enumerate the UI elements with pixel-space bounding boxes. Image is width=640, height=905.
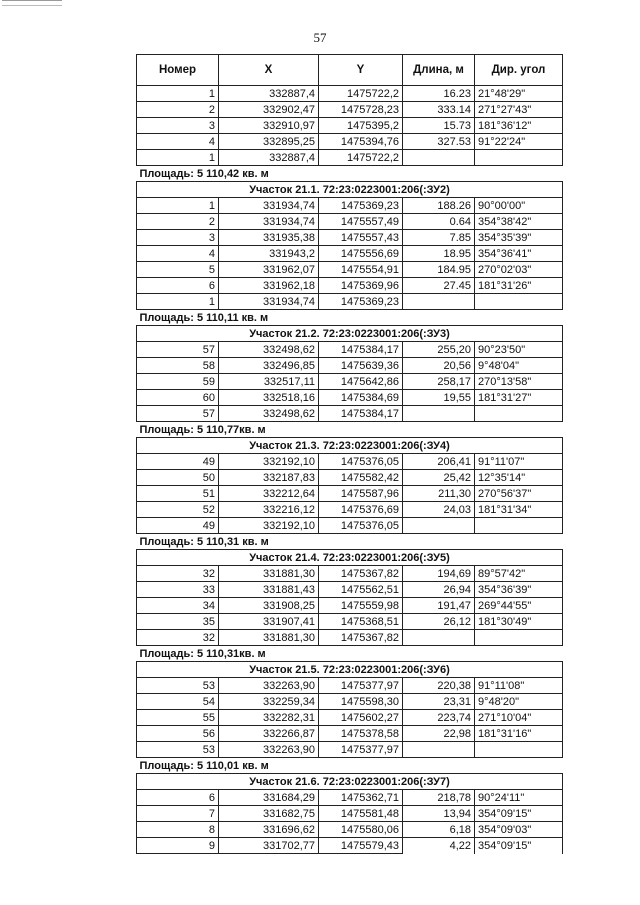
point-number: 56 <box>137 726 219 742</box>
segment-length: 27.45 <box>403 278 475 294</box>
table-row <box>137 406 563 422</box>
point-number: 58 <box>137 358 219 374</box>
coord-y: 1475598,30 <box>319 694 403 710</box>
header-x: X <box>219 55 319 86</box>
coord-y: 1475602,27 <box>319 710 403 726</box>
coord-y: 1475368,51 <box>319 614 403 630</box>
segment-length: 22,98 <box>403 726 475 742</box>
coord-x: 332887,4 <box>219 86 319 102</box>
direction-angle: 269°44'55" <box>475 598 563 614</box>
point-number: 54 <box>137 694 219 710</box>
table-row <box>137 102 563 118</box>
area-row <box>137 166 563 182</box>
segment-length <box>403 294 475 310</box>
segment-length: 333.14 <box>403 102 475 118</box>
point-number: 57 <box>137 406 219 422</box>
area-label: Площадь: 5 110,77кв. м <box>137 422 563 438</box>
table-row <box>137 518 563 534</box>
table-row <box>137 726 563 742</box>
table-row <box>137 710 563 726</box>
area-row <box>137 646 563 662</box>
section-title-row <box>137 182 563 198</box>
direction-angle: 90°23'50" <box>475 342 563 358</box>
segment-length <box>403 630 475 646</box>
coord-y: 1475582,42 <box>319 470 403 486</box>
direction-angle: 354°09'15" <box>475 838 563 854</box>
point-number: 1 <box>137 198 219 214</box>
direction-angle: 181°31'26" <box>475 278 563 294</box>
point-number: 2 <box>137 214 219 230</box>
section-title-row <box>137 662 563 678</box>
segment-length: 24,03 <box>403 502 475 518</box>
table-row <box>137 390 563 406</box>
coord-y: 1475376,05 <box>319 454 403 470</box>
point-number: 35 <box>137 614 219 630</box>
table-row <box>137 838 563 854</box>
direction-angle: 89°57'42" <box>475 566 563 582</box>
direction-angle: 270°13'58" <box>475 374 563 390</box>
coord-x: 332266,87 <box>219 726 319 742</box>
table-row <box>137 454 563 470</box>
coord-x: 332192,10 <box>219 454 319 470</box>
point-number: 4 <box>137 246 219 262</box>
point-number: 53 <box>137 678 219 694</box>
direction-angle: 91°11'08" <box>475 678 563 694</box>
area-label: Площадь: 5 110,01 кв. м <box>137 758 563 774</box>
table-row <box>137 470 563 486</box>
point-number: 3 <box>137 118 219 134</box>
direction-angle: 271°10'04" <box>475 710 563 726</box>
coord-y: 1475722,2 <box>319 86 403 102</box>
header-y: Y <box>319 55 403 86</box>
point-number: 2 <box>137 102 219 118</box>
point-number: 1 <box>137 86 219 102</box>
segment-length: 184.95 <box>403 262 475 278</box>
direction-angle: 91°11'07" <box>475 454 563 470</box>
coord-y: 1475556,69 <box>319 246 403 262</box>
table-row <box>137 214 563 230</box>
section-title-row <box>137 774 563 790</box>
point-number: 9 <box>137 838 219 854</box>
coord-x: 332498,62 <box>219 406 319 422</box>
coord-y: 1475377,97 <box>319 678 403 694</box>
segment-length: 258,17 <box>403 374 475 390</box>
area-label: Площадь: 5 110,11 кв. м <box>137 310 563 326</box>
coord-x: 332887,4 <box>219 150 319 166</box>
segment-length: 6,18 <box>403 822 475 838</box>
table-row <box>137 150 563 166</box>
direction-angle: 270°56'37" <box>475 486 563 502</box>
coord-x: 331907,41 <box>219 614 319 630</box>
segment-length: 19,55 <box>403 390 475 406</box>
table-row <box>137 614 563 630</box>
direction-angle <box>475 294 563 310</box>
coord-y: 1475378,58 <box>319 726 403 742</box>
table-row <box>137 278 563 294</box>
coord-x: 331682,75 <box>219 806 319 822</box>
coord-y: 1475377,97 <box>319 742 403 758</box>
coord-y: 1475557,49 <box>319 214 403 230</box>
header-row <box>137 55 563 86</box>
segment-length: 223,74 <box>403 710 475 726</box>
coord-y: 1475362,71 <box>319 790 403 806</box>
coord-x: 332259,34 <box>219 694 319 710</box>
section-title-row <box>137 438 563 454</box>
segment-length: 15.73 <box>403 118 475 134</box>
point-number: 51 <box>137 486 219 502</box>
point-number: 32 <box>137 566 219 582</box>
table-body <box>137 86 563 854</box>
coord-y: 1475554,91 <box>319 262 403 278</box>
segment-length: 218,78 <box>403 790 475 806</box>
point-number: 55 <box>137 710 219 726</box>
section-title: Участок 21.3. 72:23:0223001:206(:ЗУ4) <box>137 438 563 454</box>
coord-x: 331935,38 <box>219 230 319 246</box>
point-number: 5 <box>137 262 219 278</box>
coordinates-table <box>136 54 563 854</box>
coord-y: 1475579,43 <box>319 838 403 854</box>
point-number: 50 <box>137 470 219 486</box>
coord-y: 1475562,51 <box>319 582 403 598</box>
table-row <box>137 630 563 646</box>
coord-x: 332496,85 <box>219 358 319 374</box>
segment-length: 26,12 <box>403 614 475 630</box>
coord-x: 332263,90 <box>219 678 319 694</box>
direction-angle: 181°31'34" <box>475 502 563 518</box>
segment-length: 26,94 <box>403 582 475 598</box>
section-title-row <box>137 326 563 342</box>
direction-angle: 90°00'00" <box>475 198 563 214</box>
coord-y: 1475369,96 <box>319 278 403 294</box>
coord-y: 1475384,17 <box>319 342 403 358</box>
coord-x: 332216,12 <box>219 502 319 518</box>
table-row <box>137 486 563 502</box>
coord-x: 332192,10 <box>219 518 319 534</box>
point-number: 8 <box>137 822 219 838</box>
segment-length: 25,42 <box>403 470 475 486</box>
direction-angle <box>475 742 563 758</box>
coord-x: 331684,29 <box>219 790 319 806</box>
coord-x: 331962,07 <box>219 262 319 278</box>
coord-x: 331881,30 <box>219 566 319 582</box>
point-number: 53 <box>137 742 219 758</box>
segment-length <box>403 150 475 166</box>
coord-y: 1475384,17 <box>319 406 403 422</box>
direction-angle: 181°30'49" <box>475 614 563 630</box>
area-row <box>137 310 563 326</box>
coord-x: 332910,97 <box>219 118 319 134</box>
area-label: Площадь: 5 110,31 кв. м <box>137 534 563 550</box>
coord-y: 1475376,05 <box>319 518 403 534</box>
section-title: Участок 21.4. 72:23:0223001:206(:ЗУ5) <box>137 550 563 566</box>
area-label: Площадь: 5 110,42 кв. м <box>137 166 563 182</box>
coord-x: 331934,74 <box>219 198 319 214</box>
segment-length: 327.53 <box>403 134 475 150</box>
direction-angle: 9°48'20" <box>475 694 563 710</box>
direction-angle: 21°48'29" <box>475 86 563 102</box>
direction-angle: 270°02'03" <box>475 262 563 278</box>
segment-length: 16.23 <box>403 86 475 102</box>
point-number: 1 <box>137 294 219 310</box>
coord-y: 1475559,98 <box>319 598 403 614</box>
table-row <box>137 230 563 246</box>
table-row <box>137 806 563 822</box>
point-number: 60 <box>137 390 219 406</box>
segment-length: 13,94 <box>403 806 475 822</box>
direction-angle <box>475 518 563 534</box>
coord-y: 1475642,86 <box>319 374 403 390</box>
header-length: Длина, м <box>403 55 475 86</box>
segment-length: 20,56 <box>403 358 475 374</box>
section-title: Участок 21.1. 72:23:0223001:206(:ЗУ2) <box>137 182 563 198</box>
direction-angle: 181°36'12" <box>475 118 563 134</box>
direction-angle: 354°35'39" <box>475 230 563 246</box>
table-row <box>137 342 563 358</box>
direction-angle: 181°31'16" <box>475 726 563 742</box>
section-title: Участок 21.2. 72:23:0223001:206(:ЗУ3) <box>137 326 563 342</box>
direction-angle: 181°31'27" <box>475 390 563 406</box>
segment-length: 211,30 <box>403 486 475 502</box>
point-number: 34 <box>137 598 219 614</box>
segment-length: 255,20 <box>403 342 475 358</box>
segment-length: 4,22 <box>403 838 475 854</box>
table-row <box>137 358 563 374</box>
point-number: 52 <box>137 502 219 518</box>
coord-y: 1475367,82 <box>319 630 403 646</box>
segment-length: 23,31 <box>403 694 475 710</box>
coord-x: 332902,47 <box>219 102 319 118</box>
coord-y: 1475384,69 <box>319 390 403 406</box>
point-number: 3 <box>137 230 219 246</box>
direction-angle: 354°38'42" <box>475 214 563 230</box>
segment-length: 188.26 <box>403 198 475 214</box>
section-title-row <box>137 550 563 566</box>
coord-x: 332895,25 <box>219 134 319 150</box>
coord-x: 332212,64 <box>219 486 319 502</box>
coord-y: 1475376,69 <box>319 502 403 518</box>
table-row <box>137 694 563 710</box>
point-number: 4 <box>137 134 219 150</box>
coord-x: 332187,83 <box>219 470 319 486</box>
coord-y: 1475580,06 <box>319 822 403 838</box>
segment-length: 18.95 <box>403 246 475 262</box>
page-number: 57 <box>313 30 327 45</box>
header-number: Номер <box>137 55 219 86</box>
coord-x: 331934,74 <box>219 214 319 230</box>
header-angle: Дир. угол <box>475 55 563 86</box>
table-row <box>137 790 563 806</box>
direction-angle: 271°27'43" <box>475 102 563 118</box>
table-row <box>137 374 563 390</box>
coord-x: 332498,62 <box>219 342 319 358</box>
direction-angle: 12°35'14" <box>475 470 563 486</box>
coord-y: 1475639,36 <box>319 358 403 374</box>
table-row <box>137 582 563 598</box>
direction-angle <box>475 150 563 166</box>
area-row <box>137 422 563 438</box>
table-row <box>137 198 563 214</box>
coord-x: 331908,25 <box>219 598 319 614</box>
coord-y: 1475728,23 <box>319 102 403 118</box>
direction-angle: 354°36'39" <box>475 582 563 598</box>
table-row <box>137 262 563 278</box>
point-number: 32 <box>137 630 219 646</box>
section-title: Участок 21.6. 72:23:0223001:206(:ЗУ7) <box>137 774 563 790</box>
direction-angle: 354°09'15" <box>475 806 563 822</box>
area-row <box>137 534 563 550</box>
coord-y: 1475557,43 <box>319 230 403 246</box>
table-row <box>137 246 563 262</box>
coord-y: 1475367,82 <box>319 566 403 582</box>
table-row <box>137 822 563 838</box>
segment-length <box>403 518 475 534</box>
direction-angle: 91°22'24" <box>475 134 563 150</box>
coord-x: 331702,77 <box>219 838 319 854</box>
coord-y: 1475587,96 <box>319 486 403 502</box>
table-row <box>137 566 563 582</box>
table-row <box>137 134 563 150</box>
segment-length: 7.85 <box>403 230 475 246</box>
table-row <box>137 598 563 614</box>
segment-length <box>403 406 475 422</box>
area-row <box>137 758 563 774</box>
segment-length <box>403 742 475 758</box>
direction-angle: 90°24'11" <box>475 790 563 806</box>
table-row <box>137 86 563 102</box>
scan-artifact-mark <box>2 0 62 6</box>
coord-y: 1475394,76 <box>319 134 403 150</box>
coord-x: 332518,16 <box>219 390 319 406</box>
area-label: Площадь: 5 110,31кв. м <box>137 646 563 662</box>
point-number: 49 <box>137 518 219 534</box>
table-row <box>137 502 563 518</box>
segment-length: 191,47 <box>403 598 475 614</box>
coord-x: 331696,62 <box>219 822 319 838</box>
point-number: 6 <box>137 790 219 806</box>
coord-x: 331934,74 <box>219 294 319 310</box>
coord-x: 331962,18 <box>219 278 319 294</box>
point-number: 33 <box>137 582 219 598</box>
point-number: 6 <box>137 278 219 294</box>
coord-y: 1475581,48 <box>319 806 403 822</box>
direction-angle: 354°36'41" <box>475 246 563 262</box>
table-row <box>137 678 563 694</box>
direction-angle: 354°09'03" <box>475 822 563 838</box>
point-number: 59 <box>137 374 219 390</box>
coord-x: 332263,90 <box>219 742 319 758</box>
segment-length: 220,38 <box>403 678 475 694</box>
table-row <box>137 118 563 134</box>
section-title: Участок 21.5. 72:23:0223001:206(:ЗУ6) <box>137 662 563 678</box>
coord-y: 1475722,2 <box>319 150 403 166</box>
coord-y: 1475395,2 <box>319 118 403 134</box>
coord-x: 332282,31 <box>219 710 319 726</box>
segment-length: 194,69 <box>403 566 475 582</box>
direction-angle <box>475 630 563 646</box>
coord-x: 331881,30 <box>219 630 319 646</box>
table-row <box>137 742 563 758</box>
coord-x: 332517,11 <box>219 374 319 390</box>
point-number: 49 <box>137 454 219 470</box>
direction-angle <box>475 406 563 422</box>
coord-x: 331943,2 <box>219 246 319 262</box>
coord-x: 331881,43 <box>219 582 319 598</box>
table-row <box>137 294 563 310</box>
point-number: 57 <box>137 342 219 358</box>
direction-angle: 9°48'04" <box>475 358 563 374</box>
segment-length: 206,41 <box>403 454 475 470</box>
coord-y: 1475369,23 <box>319 198 403 214</box>
segment-length: 0.64 <box>403 214 475 230</box>
coord-y: 1475369,23 <box>319 294 403 310</box>
point-number: 7 <box>137 806 219 822</box>
point-number: 1 <box>137 150 219 166</box>
